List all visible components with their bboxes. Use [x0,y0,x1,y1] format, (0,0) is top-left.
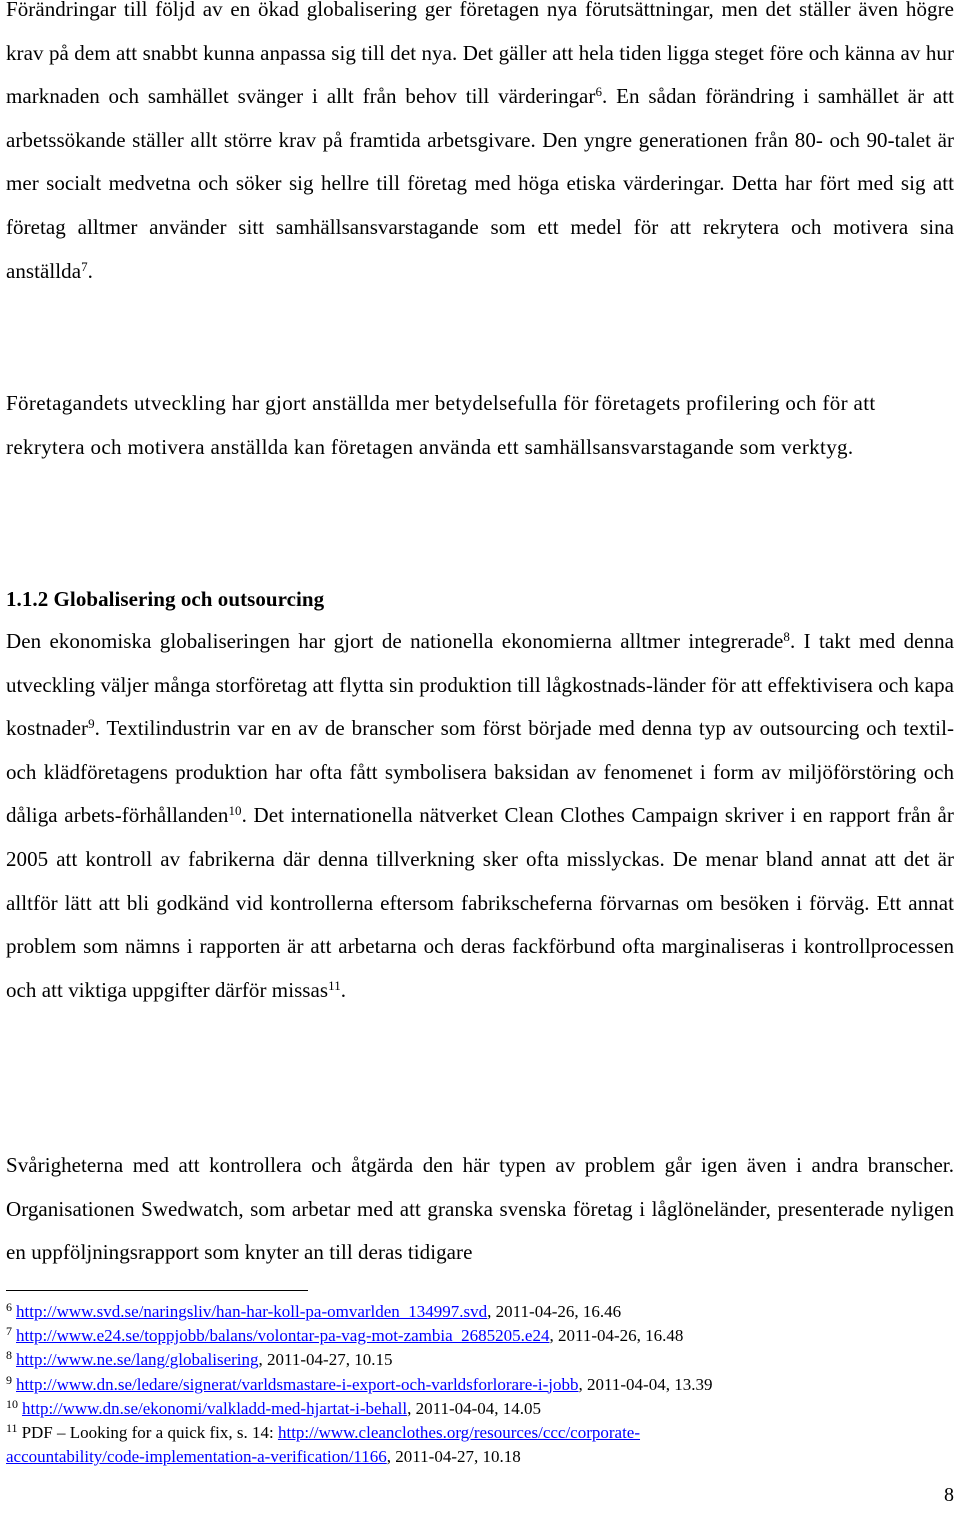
footnote-ref-9[interactable]: 9 [88,716,95,732]
paragraph-4: Svårigheterna med att kontrollera och åtgärda den här typen av problem går igen även i andra branscher. Organisationen Swedwatch, som arbetar med att granska svenska företag i låglöneländer, presenterade nyligen en uppföljningsrapport som knyter an till deras tidigare [6,1153,954,1265]
page-number: 8 [944,1484,954,1506]
footnote-link[interactable]: http://www.svd.se/naringsliv/han-har-koll-pa-omvarlden_134997.svd [16,1302,488,1321]
footnote-ref-8[interactable]: 8 [783,629,790,644]
footnote-ref-6[interactable]: 6 [595,84,603,100]
footnote-ref-7[interactable]: 7 [81,258,88,274]
footnote-6: $^6$ http://www.svd.se/naringsliv/han-har-koll-pa-omvarlden_134997.svd, 2011-04-26, 16.46 [6,1300,622,1321]
footnote-divider [6,1290,308,1291]
footnote-ref-10[interactable]: 10 [228,803,242,819]
footnote-8: $^8$ http://www.ne.se/lang/globalisering, 2011-04-27, 10.15 [6,1348,393,1370]
footnote-10: $^{10}$ http://www.dn.se/ekonomi/valkladd-med-hjartat-i-behall, 2011-04-04, 14.05 [6,1396,542,1418]
footnote-11-continued: accountability/code-implementation-a-verification/1166, 2011-04-27, 10.18 [6,1447,521,1467]
footnote-link[interactable]: http://www.cleanclothes.org/resources/ccc/corporate- [277,1423,641,1443]
footnote-link[interactable]: http://www.e24.se/toppjobb/balans/volontar-pa-vag-mot-zambia_2685205.e24 [16,1326,550,1346]
section-heading: 1.1.2 Globalisering och outsourcing [6,587,325,611]
footnotes [6,1300,954,1469]
footnote-9: $^9$ http://www.dn.se/ledare/signerat/varldsmastare-i-export-och-varldsforlorare-i-jobb, 2011-04-04, 13.39 [6,1372,713,1394]
footnote-link[interactable]: http://www.ne.se/lang/globalisering [16,1350,259,1370]
paragraph-3: Den ekonomiska globaliseringen har gjort de nationella ekonomierna alltmer integrerade$^8$. I takt med denna utveckling väljer många storföretag att flytta sin produktion till lågkostnads-länder för att effektivisera och kapa kostnader$^9$. Textilindustrin var en av de branscher som först började med denna typ av outsourcing och textil- och klädföretagens produktion har ofta fått symbolisera baksidan av fenomenet i form av miljöförstöring och dåliga arbets-förhållanden$^{10}$. Det internationella nätverket Clean Clothes Campaign skriver i en rapport från år 2005 att kontroll av fabrikerna där denna tillverkning sker ofta misslyckas. De menar bland annat att det är alltför lätt att bli godkänd vid kontrollerna eftersom fabrikscheferna förvarnas om besöken i förväg. Ett annat problem som nämns i rapporten är att arbetarna och deras fackförbund ofta marginaliseras i kontrollprocessen och att viktiga uppgifter därför missas$^{11}$. [6,629,954,1002]
paragraph-1: Förändringar till följd av en ökad globalisering ger företagen nya förutsättningar, men det ställer även högre krav på dem att snabbt kunna anpassa sig till det nya. Det gäller att hela tiden ligga steget före och känna av hur marknaden och samhället svänger i allt från behov till värderingar$^6$. En sådan förändring i samhället är att arbetssökande ställer allt större krav på framtida arbetsgivare. Den yngre generationen från 80- och 90-talet är mer socialt medvetna och söker sig hellre till företag med höga etiska värderingar. Detta har fört med sig att företag alltmer använder sitt samhällsansvarstagande som ett medel för att rekrytera och motivera sina anställda$^7$. [6,0,955,283]
paragraph-2: Företagandets utveckling har gjort anställda mer betydelsefulla för företagets profilering och för att rekrytera och motivera anställda kan företagen använda ett samhällsansvarstagande som verktyg. [6,391,876,459]
footnote-11: $^{11}$ PDF – Looking for a quick fix, s. 14: http://www.cleanclothes.org/resources/ccc/corporate- [6,1421,641,1443]
footnote-link[interactable]: http://www.dn.se/ekonomi/valkladd-med-hjartat-i-behall [22,1398,408,1418]
footnote-link[interactable]: http://www.dn.se/ledare/signerat/varldsmastare-i-export-och-varldsforlorare-i-jobb [16,1374,579,1394]
footnote-link[interactable]: accountability/code-implementation-a-verification/1166 [6,1447,387,1467]
footnote-7: $^7$ http://www.e24.se/toppjobb/balans/volontar-pa-vag-mot-zambia_2685205.e24, 2011-04-26, 16.48 [6,1324,684,1346]
footnote-ref-11[interactable]: 11 [328,977,341,993]
